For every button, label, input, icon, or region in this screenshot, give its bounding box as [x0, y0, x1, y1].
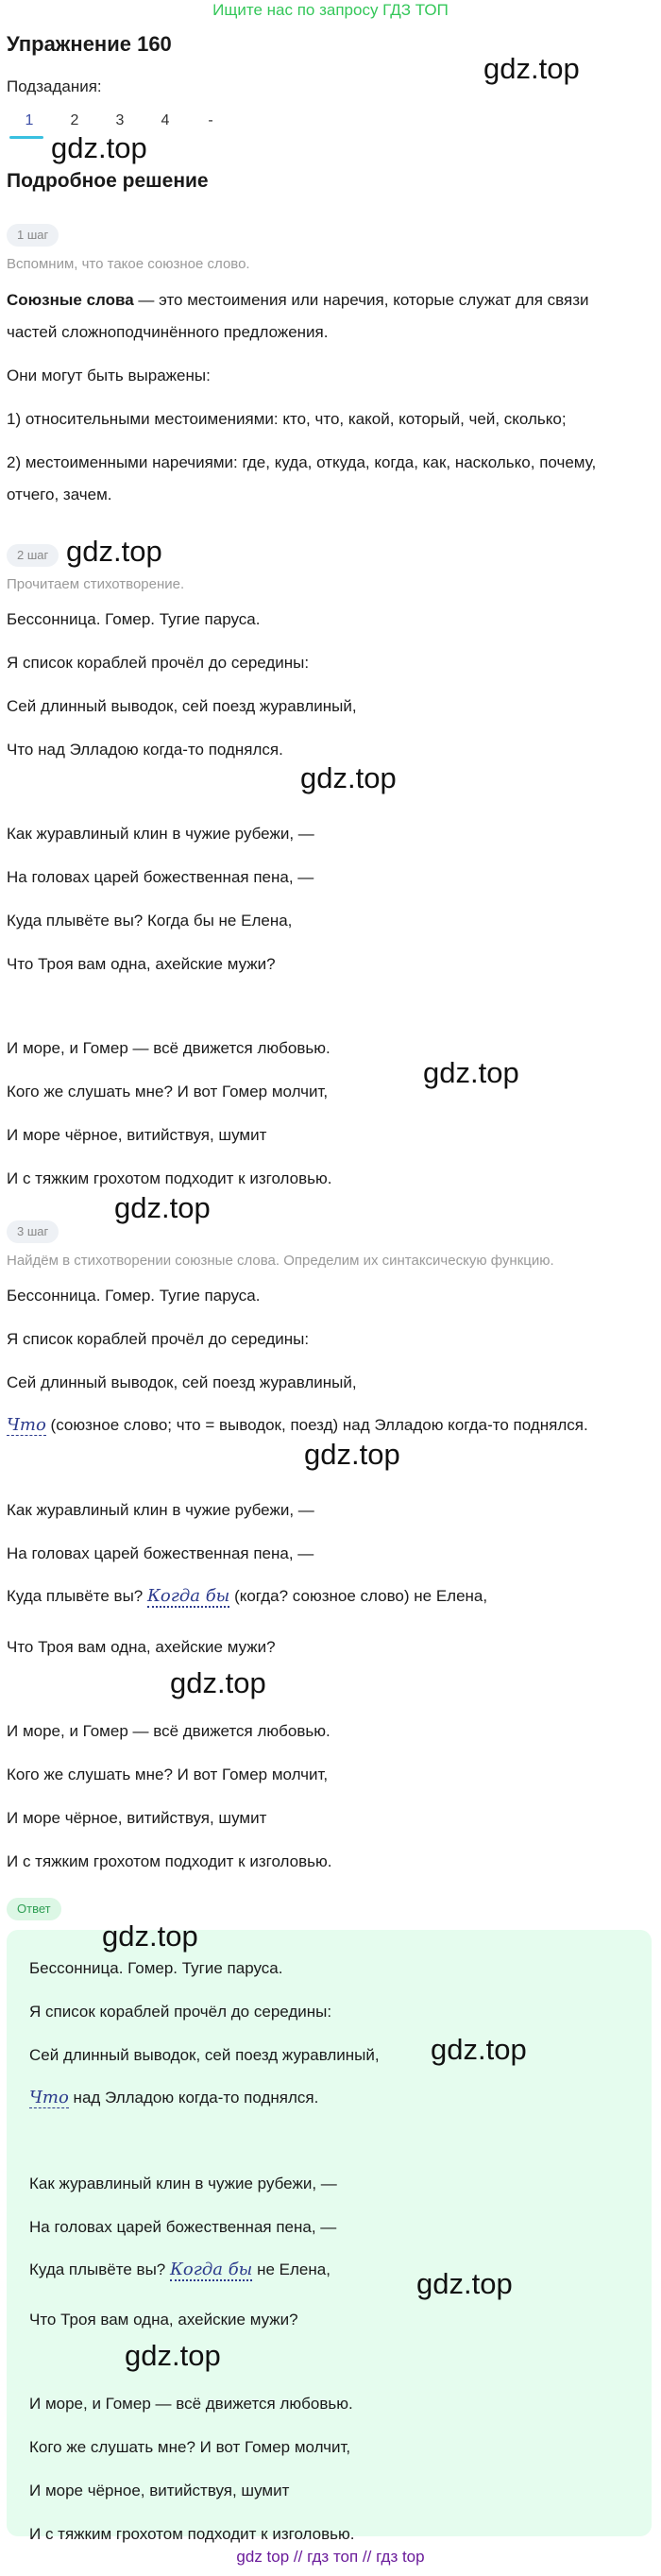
watermark: gdz.top [170, 1666, 266, 1699]
answer-line: Как журавлиный клин в чужие рубежи, — [29, 2175, 337, 2192]
poem-line: Сей длинный выводок, сей поезд журавлиный, [7, 697, 357, 715]
step-hint-1: Вспомним, что такое союзное слово. [7, 256, 250, 272]
poem-line: И с тяжким грохотом подходит к изголовью. [7, 1169, 332, 1187]
poem-text: над Элладою когда-то поднялся. [68, 2089, 319, 2107]
tab-subtask-3[interactable]: 3 [115, 112, 125, 128]
poem-line: Как журавлиный клин в чужие рубежи, — [7, 825, 314, 843]
solution-heading: Подробное решение [7, 170, 209, 192]
page-title: Упражнение 160 [7, 32, 172, 56]
poem-line: И море чёрное, витийствуя, шумит [7, 1809, 267, 1827]
paragraph: 1) относительными местоимениями: кто, что, какой, который, чей, сколько; [7, 410, 567, 428]
step-badge-2: 2 шаг [7, 544, 59, 567]
watermark: gdz.top [51, 131, 147, 164]
tab-subtask-1[interactable]: 1 [25, 112, 34, 128]
handwritten-word: Когда бы [169, 2260, 253, 2279]
handwritten-word: Когда бы [146, 1586, 230, 1606]
handwritten-word: Что [7, 1415, 46, 1435]
poem-line: Что над Элладою когда-то поднялся. [7, 741, 283, 759]
tab-subtask-2[interactable]: 2 [70, 112, 79, 128]
watermark: gdz.top [300, 761, 397, 794]
annotation-text: (союзное слово; что = выводок, поезд) над Элладою когда-то поднялся. [45, 1416, 588, 1434]
poem-line: И море чёрное, витийствуя, шумит [7, 1126, 267, 1144]
watermark: gdz.top [304, 1438, 400, 1471]
subtasks-label: Подзадания: [7, 77, 102, 95]
watermark: gdz.top [125, 2339, 221, 2372]
answer-line-annotated [29, 2260, 330, 2279]
watermark: gdz.top [66, 535, 162, 568]
watermark: gdz.top [483, 52, 580, 85]
answer-line: И море чёрное, витийствуя, шумит [29, 2482, 290, 2499]
step-badge-3: 3 шаг [7, 1220, 59, 1243]
poem-text: Куда плывёте вы? [29, 2260, 170, 2278]
watermark: gdz.top [431, 2033, 527, 2066]
answer-line: Сей длинный выводок, сей поезд журавлиный, [29, 2046, 380, 2064]
definition-line-1 [7, 291, 588, 310]
poem-text: не Елена, [252, 2260, 330, 2278]
poem-line: И море, и Гомер — всё движется любовью. [7, 1722, 330, 1740]
step-hint-2: Прочитаем стихотворение. [7, 576, 185, 592]
paragraph: отчего, зачем. [7, 486, 112, 503]
watermark: gdz.top [423, 1056, 519, 1089]
poem-line: На головах царей божественная пена, — [7, 868, 314, 886]
watermark: gdz.top [114, 1191, 211, 1224]
paragraph: 2) местоименными наречиями: где, куда, откуда, когда, как, насколько, почему, [7, 453, 597, 471]
answer-line: Кого же слушать мне? И вот Гомер молчит, [29, 2438, 351, 2456]
poem-line: Бессонница. Гомер. Тугие паруса. [7, 1287, 261, 1305]
poem-text: Куда плывёте вы? [7, 1587, 147, 1605]
watermark: gdz.top [102, 1919, 198, 1953]
definition-text: — это местоимения или наречия, которые служат для связи [133, 291, 589, 309]
definition-line-2: частей сложноподчинённого предложения. [7, 323, 329, 341]
poem-line-annotated [7, 1415, 588, 1435]
annotation-text: (когда? союзное слово) не Елена, [229, 1587, 488, 1605]
watermark: gdz.top [416, 2267, 513, 2300]
answer-badge: Ответ [7, 1898, 61, 1920]
poem-line: Как журавлиный клин в чужие рубежи, — [7, 1501, 314, 1519]
poem-line: И море, и Гомер — всё движется любовью. [7, 1039, 330, 1057]
poem-line: Бессонница. Гомер. Тугие паруса. [7, 610, 261, 628]
footer-links[interactable]: gdz top // гдз топ // гдз top [236, 2548, 425, 2566]
poem-line: Сей длинный выводок, сей поезд журавлиный, [7, 1373, 357, 1391]
poem-line: Что Троя вам одна, ахейские мужи? [7, 1638, 276, 1656]
step-hint-3: Найдём в стихотворении союзные слова. Определим их синтаксическую функцию. [7, 1253, 554, 1269]
poem-line: И с тяжким грохотом подходит к изголовью. [7, 1852, 332, 1870]
tab-subtask-dash[interactable]: - [208, 112, 213, 128]
poem-line: Куда плывёте вы? Когда бы не Елена, [7, 912, 293, 930]
active-tab-indicator [9, 136, 43, 139]
answer-line: И с тяжким грохотом подходит к изголовью. [29, 2525, 355, 2543]
answer-line: Я список кораблей прочёл до середины: [29, 2003, 332, 2021]
poem-line: На головах царей божественная пена, — [7, 1544, 314, 1562]
answer-line-annotated [29, 2088, 318, 2107]
poem-line: Что Троя вам одна, ахейские мужи? [7, 955, 276, 973]
poem-line: Я список кораблей прочёл до середины: [7, 1330, 310, 1348]
answer-line: На головах царей божественная пена, — [29, 2218, 337, 2236]
answer-line: Что Троя вам одна, ахейские мужи? [29, 2311, 298, 2329]
answer-line: И море, и Гомер — всё движется любовью. [29, 2395, 353, 2413]
poem-line-annotated [7, 1586, 487, 1606]
paragraph: Они могут быть выражены: [7, 367, 211, 384]
search-banner: Ищите нас по запросу ГДЗ ТОП [212, 1, 449, 19]
poem-line: Я список кораблей прочёл до середины: [7, 654, 310, 672]
poem-line: Кого же слушать мне? И вот Гомер молчит, [7, 1766, 329, 1783]
handwritten-word: Что [29, 2088, 69, 2107]
tab-subtask-4[interactable]: 4 [161, 112, 170, 128]
answer-line: Бессонница. Гомер. Тугие паруса. [29, 1959, 283, 1977]
term-bold: Союзные слова [7, 291, 134, 309]
step-badge-1: 1 шаг [7, 224, 59, 247]
poem-line: Кого же слушать мне? И вот Гомер молчит, [7, 1083, 329, 1100]
